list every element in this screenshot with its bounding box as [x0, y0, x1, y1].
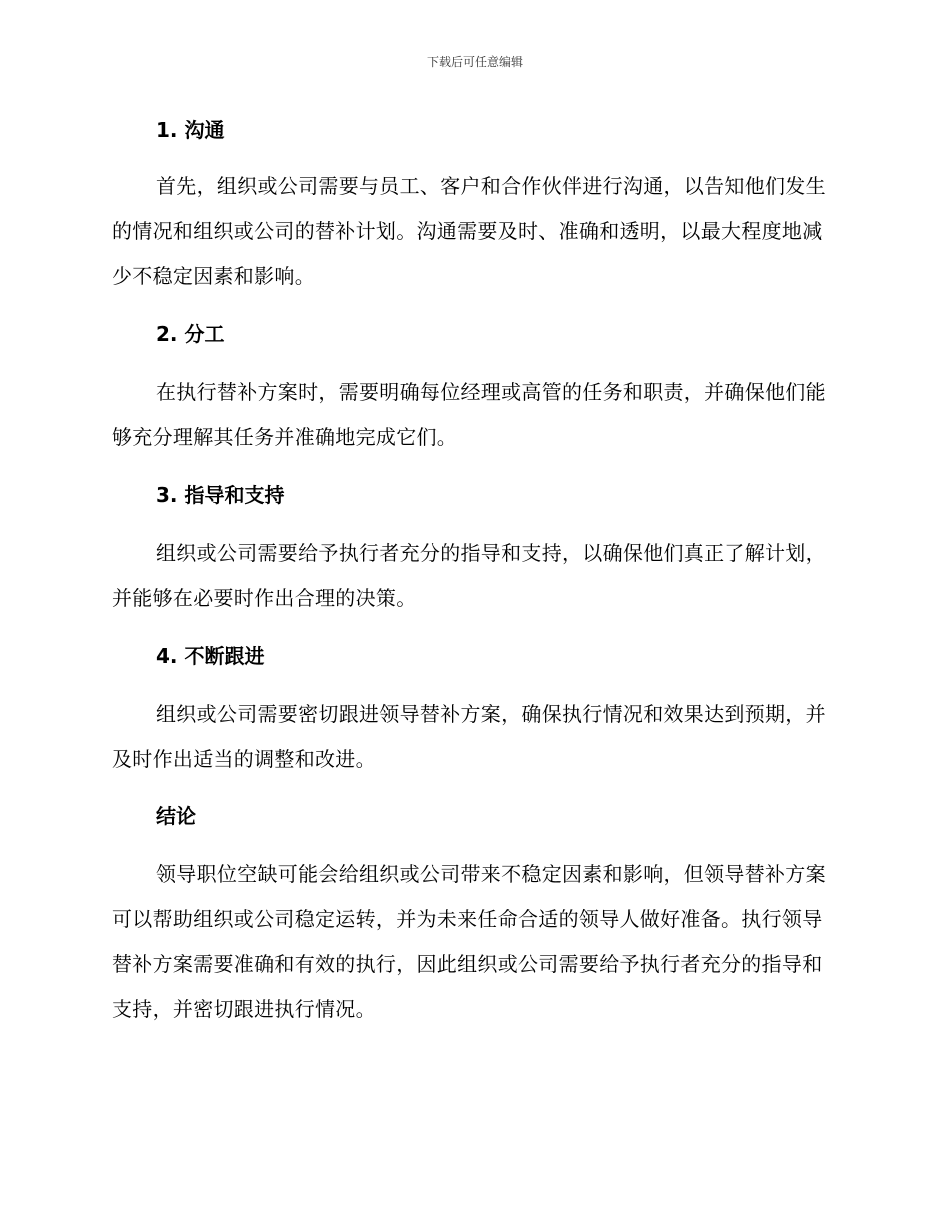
document-body: [112, 110, 838, 1032]
section-text-communication: 首先，组织或公司需要与员工、客户和合作伙伴进行沟通，以告知他们发生的情况和组织或公司的替补计划。沟通需要及时、准确和透明，以最大程度地减少不稳定因素和影响。: [112, 174, 826, 288]
section-heading-division-of-labor: 2. 分工: [156, 322, 225, 346]
section-text-conclusion: 领导职位空缺可能会给组织或公司带来不稳定因素和影响，但领导替补方案可以帮助组织或公司稳定运转，并为未来任命合适的领导人做好准备。执行领导替补方案需要准确和有效的执行，因此组织或公司需要给予执行者充分的指导和支持，并密切跟进执行情况。: [112, 862, 826, 1021]
section-text-guidance-support: 组织或公司需要给予执行者充分的指导和支持，以确保他们真正了解计划，并能够在必要时作出合理的决策。: [112, 541, 826, 610]
section-text-follow-up: 组织或公司需要密切跟进领导替补方案，确保执行情况和效果达到预期，并及时作出适当的调整和改进。: [112, 702, 826, 771]
page-header-note: 下载后可任意编辑: [426, 55, 523, 69]
section-heading-follow-up: 4. 不断跟进: [156, 644, 265, 668]
section-heading-guidance-support: 3. 指导和支持: [156, 483, 285, 507]
section-heading-conclusion: 结论: [156, 804, 196, 828]
section-text-division-of-labor: 在执行替补方案时，需要明确每位经理或高管的任务和职责，并确保他们能够充分理解其任务并准确地完成它们。: [112, 380, 826, 449]
section-heading-communication: 1. 沟通: [156, 118, 225, 142]
